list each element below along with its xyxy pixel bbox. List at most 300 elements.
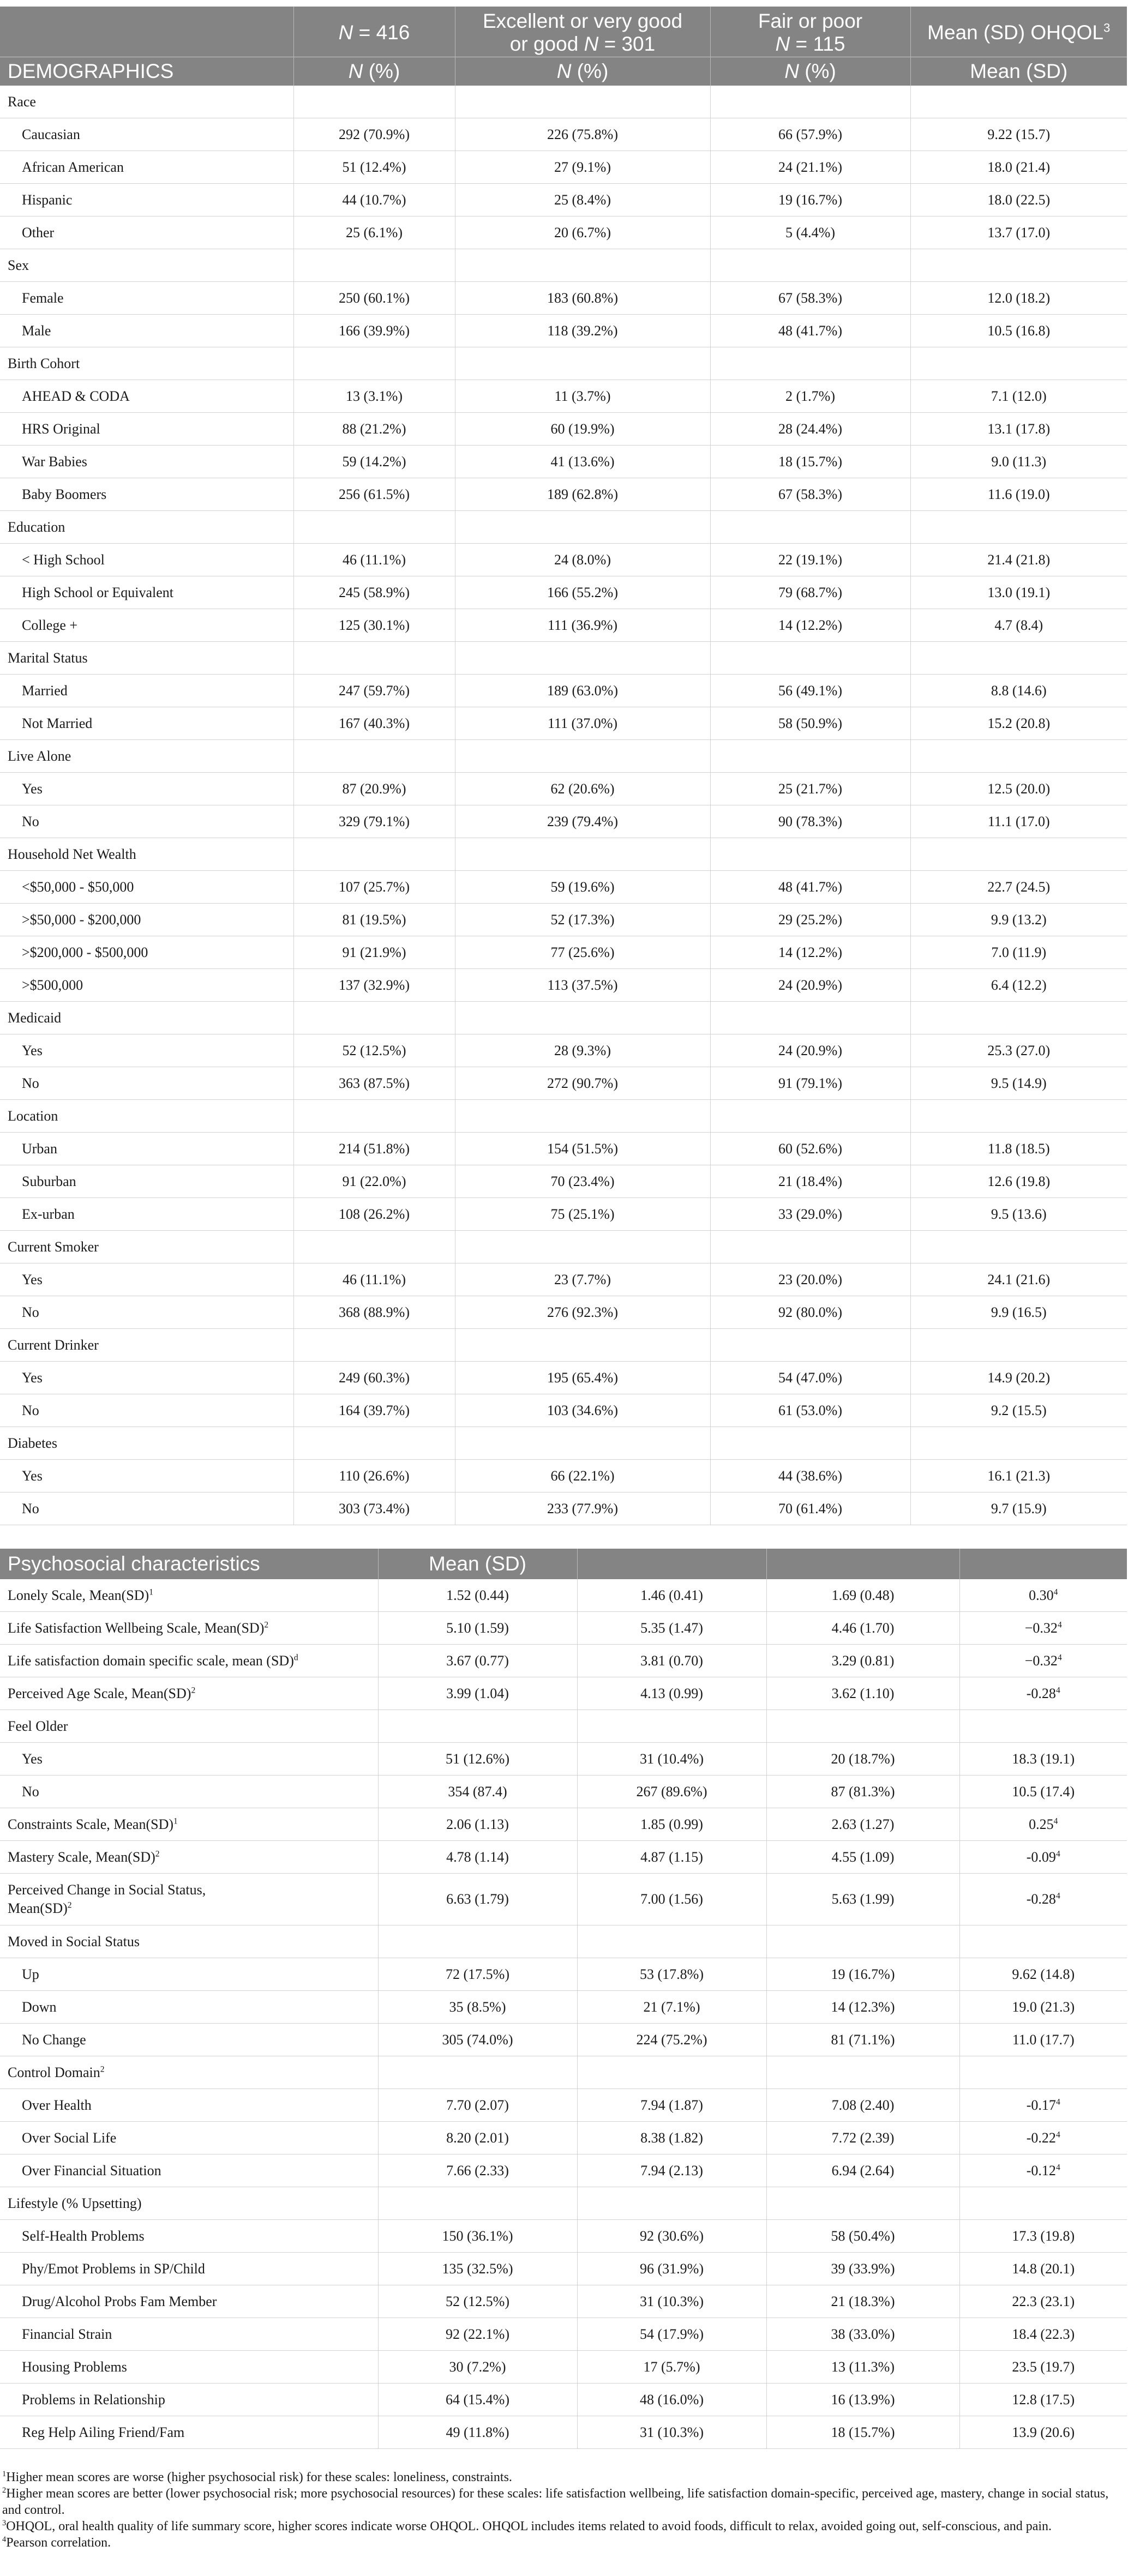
table-row xyxy=(0,2220,1127,2253)
table-cell xyxy=(710,446,910,478)
cell-value: 3.81 (0.70) xyxy=(640,1652,703,1669)
cell-value: 6.4 (12.2) xyxy=(991,977,1047,993)
cell-value: 21.4 (21.8) xyxy=(987,551,1051,568)
table-cell xyxy=(455,347,710,380)
row-label-text: Moved in Social Status xyxy=(8,1933,140,1949)
cell-value: 256 (61.5%) xyxy=(339,486,410,502)
cell-value: 7.1 (12.0) xyxy=(991,388,1047,404)
cell-value: 224 (75.2%) xyxy=(636,2031,707,2048)
table-cell xyxy=(910,86,1127,118)
table-cell xyxy=(455,86,710,118)
table-cell xyxy=(959,2416,1127,2449)
table-row xyxy=(0,2285,1127,2318)
cell-value: 4.46 (1.70) xyxy=(831,1620,895,1636)
table-cell xyxy=(766,2056,959,2089)
table-cell xyxy=(910,413,1127,446)
table-cell xyxy=(710,1427,910,1460)
cell-value: 21 (7.1%) xyxy=(643,1999,700,2015)
row-label xyxy=(0,675,293,707)
row-label xyxy=(0,184,293,216)
cell-value: 91 (79.1%) xyxy=(778,1075,842,1091)
footnote-marker: 2 xyxy=(191,1685,196,1695)
table-cell xyxy=(455,1394,710,1427)
table-cell xyxy=(910,675,1127,707)
cell-value: 276 (92.3%) xyxy=(547,1304,618,1320)
row-label-text: Life satisfaction domain specific scale, mean (SD) xyxy=(8,1652,294,1669)
cell-value: 9.5 (13.6) xyxy=(991,1206,1047,1222)
table-cell xyxy=(455,609,710,642)
table-cell xyxy=(710,380,910,413)
cell-value: 10.5 (16.8) xyxy=(987,322,1051,339)
row-label-text: Caucasian xyxy=(22,126,80,142)
table-cell xyxy=(910,446,1127,478)
row-label xyxy=(0,118,293,151)
cell-value: 59 (14.2%) xyxy=(342,453,406,470)
table-cell xyxy=(910,805,1127,838)
table-cell xyxy=(910,315,1127,347)
table-cell xyxy=(378,2220,577,2253)
table-row xyxy=(0,446,1127,478)
table-cell xyxy=(910,838,1127,871)
cell-value: 245 (58.9%) xyxy=(339,584,410,600)
section-label xyxy=(0,1002,293,1034)
table-cell xyxy=(293,1492,455,1525)
footnote-marker: 4 xyxy=(2,2535,7,2544)
table-cell xyxy=(455,936,710,969)
table-cell xyxy=(766,1925,959,1958)
cell-value: 17.3 (19.8) xyxy=(1012,2228,1075,2244)
cell-value: 35 (8.5%) xyxy=(449,1999,506,2015)
table-cell xyxy=(959,2384,1127,2416)
row-label xyxy=(0,1133,293,1165)
header-blank xyxy=(766,1549,959,1579)
table-cell xyxy=(455,871,710,904)
table-cell xyxy=(710,773,910,805)
table-cell xyxy=(910,249,1127,282)
cell-value: 18.3 (19.1) xyxy=(1012,1750,1075,1767)
cell-value: 8.8 (14.6) xyxy=(991,682,1047,699)
table-cell xyxy=(710,184,910,216)
table-cell xyxy=(910,1263,1127,1296)
table-cell xyxy=(910,936,1127,969)
row-label xyxy=(0,446,293,478)
table-cell xyxy=(910,609,1127,642)
table-row xyxy=(0,1362,1127,1394)
cell-value: 11.6 (19.0) xyxy=(987,486,1050,502)
table-cell xyxy=(577,2253,766,2285)
cell-value: 111 (37.0%) xyxy=(547,715,618,731)
row-label-text: Perceived Change in Social Status, xyxy=(8,1882,206,1898)
table-cell xyxy=(293,642,455,675)
cell-value: 14 (12.3%) xyxy=(831,1999,895,2015)
row-label-text: Mean(SD) xyxy=(8,1900,68,1916)
table-cell xyxy=(293,380,455,413)
row-label xyxy=(0,2122,378,2154)
cell-value: 29 (25.2%) xyxy=(778,911,842,928)
cell-value: 62 (20.6%) xyxy=(550,780,615,797)
table-row xyxy=(0,805,1127,838)
cell-value: 90 (78.3%) xyxy=(778,813,842,829)
table-cell xyxy=(455,1165,710,1198)
row-label-text: Household Net Wealth xyxy=(8,846,136,862)
cell-value: 118 (39.2%) xyxy=(547,322,618,339)
table-cell xyxy=(959,1958,1127,1991)
table-row xyxy=(0,1460,1127,1492)
cell-value: 19 (16.7%) xyxy=(831,1966,895,1982)
cell-value: 166 (55.2%) xyxy=(547,584,618,600)
footnote-marker: 4 xyxy=(1055,2162,1060,2172)
cell-value: 18.0 (21.4) xyxy=(987,159,1051,175)
table-cell xyxy=(959,1841,1127,1874)
cell-value: 329 (79.1%) xyxy=(339,813,410,829)
row-label xyxy=(0,1034,293,1067)
row-label-text: War Babies xyxy=(22,453,87,470)
psychosocial-header-row xyxy=(0,1549,1127,1579)
table-row xyxy=(0,1677,1127,1710)
table-cell xyxy=(293,969,455,1002)
table-cell xyxy=(293,1460,455,1492)
table-cell xyxy=(293,1133,455,1165)
row-label-text: Financial Strain xyxy=(22,2326,112,2342)
table-cell xyxy=(577,2220,766,2253)
table-cell xyxy=(455,151,710,184)
table-cell xyxy=(710,1067,910,1100)
table-row xyxy=(0,609,1127,642)
cell-value: 1.69 (0.48) xyxy=(831,1587,895,1603)
header-mean-ohqol: Mean (SD) OHQOL$^3$ xyxy=(927,21,1111,44)
header-blank xyxy=(577,1549,766,1579)
table-row xyxy=(0,118,1127,151)
table-cell xyxy=(766,2384,959,2416)
cell-value: 24 (8.0%) xyxy=(554,551,611,568)
table-row xyxy=(0,1034,1127,1067)
demographics-table xyxy=(0,7,1127,1525)
cell-value: 18.4 (22.3) xyxy=(1012,2326,1075,2342)
table-row xyxy=(0,1991,1127,2024)
table-cell xyxy=(577,1775,766,1808)
table-cell xyxy=(710,315,910,347)
row-label-text: Birth Cohort xyxy=(8,355,80,371)
table-row xyxy=(0,1808,1127,1841)
row-label-text: Female xyxy=(22,290,64,306)
cell-value: 22 (19.1%) xyxy=(778,551,842,568)
footnote-marker: 4 xyxy=(1055,1891,1060,1901)
psychosocial-mean-sd: Mean (SD) xyxy=(378,1549,577,1579)
table-cell xyxy=(293,478,455,511)
cell-value: 88 (21.2%) xyxy=(342,420,406,437)
table-cell xyxy=(766,2318,959,2351)
cell-value: 75 (25.1%) xyxy=(550,1206,615,1222)
cell-value: 368 (88.9%) xyxy=(339,1304,410,1320)
cell-value: 46 (11.1%) xyxy=(342,1271,406,1287)
cell-value: 81 (71.1%) xyxy=(831,2031,895,2048)
cell-value: 7.72 (2.39) xyxy=(831,2129,895,2146)
header-fair-poor: Fair or poor N = 115 xyxy=(710,7,910,57)
cell-value: 49 (11.8%) xyxy=(446,2424,509,2440)
table-cell xyxy=(910,904,1127,936)
cell-value: 23.5 (19.7) xyxy=(1012,2358,1075,2375)
section-row xyxy=(0,347,1127,380)
footnote-marker: 1 xyxy=(173,1816,178,1826)
cell-value: 13.7 (17.0) xyxy=(987,224,1051,240)
cell-value: 24 (21.1%) xyxy=(778,159,842,175)
table-cell xyxy=(710,642,910,675)
cell-value: 23 (7.7%) xyxy=(554,1271,611,1287)
table-cell xyxy=(910,1362,1127,1394)
cell-value: 52 (17.3%) xyxy=(550,911,615,928)
section-row xyxy=(0,2187,1127,2220)
table-cell xyxy=(910,544,1127,576)
table-cell xyxy=(910,871,1127,904)
cell-value: 3.29 (0.81) xyxy=(831,1652,895,1669)
table-cell xyxy=(378,1710,577,1743)
table-cell xyxy=(293,805,455,838)
row-label xyxy=(0,2351,378,2384)
table-row xyxy=(0,936,1127,969)
cell-value: 92 (22.1%) xyxy=(446,2326,509,2342)
cell-value: 4.87 (1.15) xyxy=(640,1849,703,1865)
section-row xyxy=(0,511,1127,544)
table-row xyxy=(0,544,1127,576)
table-cell xyxy=(293,936,455,969)
section-row xyxy=(0,1231,1127,1263)
table-cell xyxy=(766,1743,959,1775)
table-cell xyxy=(293,1198,455,1231)
section-label xyxy=(0,1100,293,1133)
table-cell xyxy=(710,216,910,249)
section-label xyxy=(0,347,293,380)
row-label-text: Drug/Alcohol Probs Fam Member xyxy=(22,2293,217,2309)
cell-value: 3.62 (1.10) xyxy=(831,1685,895,1701)
table-cell xyxy=(910,1034,1127,1067)
cell-value: 13.9 (20.6) xyxy=(1012,2424,1075,2440)
cell-value: 4.7 (8.4) xyxy=(994,617,1043,633)
row-label xyxy=(0,871,293,904)
table-cell xyxy=(910,118,1127,151)
table-cell xyxy=(577,1808,766,1841)
cell-value: −0.32 xyxy=(1024,1652,1058,1669)
cell-value: 66 (57.9%) xyxy=(778,126,842,142)
cell-value: 70 (61.4%) xyxy=(778,1500,842,1516)
cell-value: 6.94 (2.64) xyxy=(831,2162,895,2178)
row-label xyxy=(0,151,293,184)
row-label-text: Diabetes xyxy=(8,1435,57,1451)
table-row xyxy=(0,1263,1127,1296)
cell-value: 67 (58.3%) xyxy=(778,486,842,502)
cell-value: 87 (20.9%) xyxy=(342,780,406,797)
table-cell xyxy=(959,2056,1127,2089)
row-label xyxy=(0,609,293,642)
row-label-text: < High School xyxy=(22,551,105,568)
table-row xyxy=(0,282,1127,315)
table-cell xyxy=(293,1002,455,1034)
table-cell xyxy=(910,1329,1127,1362)
row-label-text: Over Health xyxy=(22,2097,92,2113)
table-cell xyxy=(910,478,1127,511)
cell-value: 24 (20.9%) xyxy=(778,1042,842,1058)
cell-value: 5 (4.4%) xyxy=(785,224,835,240)
table-cell xyxy=(710,1133,910,1165)
footnote-marker: d xyxy=(293,1652,298,1662)
table-cell xyxy=(293,446,455,478)
table-cell xyxy=(766,1612,959,1645)
table-row xyxy=(0,1133,1127,1165)
row-label-text: African American xyxy=(22,159,124,175)
table-row xyxy=(0,1775,1127,1808)
footnote-marker: 4 xyxy=(1055,1685,1060,1695)
table-cell xyxy=(959,1775,1127,1808)
footnote-text: Higher mean scores are worse (higher psychosocial risk) for these scales: loneliness, constraints. xyxy=(6,2470,512,2484)
table-cell xyxy=(577,2024,766,2056)
table-row xyxy=(0,2089,1127,2122)
table-cell xyxy=(710,838,910,871)
cell-value: 52 (12.5%) xyxy=(342,1042,406,1058)
table-cell xyxy=(455,380,710,413)
table-cell xyxy=(455,511,710,544)
row-label-text: Yes xyxy=(22,1042,43,1058)
row-label-text: Current Smoker xyxy=(8,1238,99,1255)
row-label-text: Male xyxy=(22,322,51,339)
cell-value: 125 (30.1%) xyxy=(339,617,410,633)
row-label xyxy=(0,1612,378,1645)
row-label xyxy=(0,936,293,969)
header-blank xyxy=(0,7,293,57)
cell-value: 87 (81.3%) xyxy=(831,1783,895,1799)
cell-value: 247 (59.7%) xyxy=(339,682,410,699)
cell-value: 58 (50.9%) xyxy=(778,715,842,731)
cell-value: 1.85 (0.99) xyxy=(640,1816,703,1832)
table-cell xyxy=(910,216,1127,249)
table-cell xyxy=(378,1775,577,1808)
cell-value: -0.17 xyxy=(1026,2097,1056,2113)
table-cell xyxy=(577,1874,766,1925)
demographics-body xyxy=(0,86,1127,1525)
table-cell xyxy=(293,576,455,609)
row-label xyxy=(0,478,293,511)
table-cell xyxy=(455,1198,710,1231)
cell-value: 61 (53.0%) xyxy=(778,1402,842,1418)
table-cell xyxy=(959,1579,1127,1612)
table-cell xyxy=(455,1362,710,1394)
table-cell xyxy=(455,1100,710,1133)
table-cell xyxy=(293,249,455,282)
row-label xyxy=(0,413,293,446)
cell-value: 167 (40.3%) xyxy=(339,715,410,731)
table-cell xyxy=(710,1231,910,1263)
table-cell xyxy=(710,1394,910,1427)
cell-value: 25 (8.4%) xyxy=(554,191,611,208)
table-row xyxy=(0,1958,1127,1991)
cell-value: 11.0 (17.7) xyxy=(1012,2031,1075,2048)
cell-value: 72 (17.5%) xyxy=(446,1966,509,1982)
table-cell xyxy=(766,1958,959,1991)
cell-value: 10.5 (17.4) xyxy=(1012,1783,1075,1799)
row-label xyxy=(0,1841,378,1874)
table-cell xyxy=(910,380,1127,413)
row-label xyxy=(0,216,293,249)
table-row xyxy=(0,2416,1127,2449)
table-row xyxy=(0,1492,1127,1525)
cell-value: 250 (60.1%) xyxy=(339,290,410,306)
table-cell xyxy=(455,1329,710,1362)
cell-value: 7.0 (11.9) xyxy=(991,944,1047,960)
section-label xyxy=(0,740,293,773)
section-label xyxy=(0,2187,378,2220)
cell-value: 25 (6.1%) xyxy=(346,224,403,240)
cell-value: 58 (50.4%) xyxy=(831,2228,895,2244)
row-label-text: Race xyxy=(8,93,36,110)
row-label-text: Over Financial Situation xyxy=(22,2162,161,2178)
table-cell xyxy=(766,2089,959,2122)
cell-value: 14 (12.2%) xyxy=(778,617,842,633)
table-cell xyxy=(577,2187,766,2220)
row-label xyxy=(0,1958,378,1991)
cell-value: 4.13 (0.99) xyxy=(640,1685,703,1701)
cell-value: 81 (19.5%) xyxy=(342,911,406,928)
table-cell xyxy=(910,1492,1127,1525)
subheader-mean-sd: Mean (SD) xyxy=(910,57,1127,86)
row-label-text: Up xyxy=(22,1966,39,1982)
row-label xyxy=(0,1991,378,2024)
table-cell xyxy=(293,871,455,904)
table-cell xyxy=(455,1034,710,1067)
table-cell xyxy=(293,1296,455,1329)
table-row xyxy=(0,2351,1127,2384)
table-cell xyxy=(766,2024,959,2056)
table-cell xyxy=(293,1100,455,1133)
table-cell xyxy=(293,1034,455,1067)
table-cell xyxy=(577,1991,766,2024)
table-cell xyxy=(455,184,710,216)
table-row xyxy=(0,2384,1127,2416)
section-row xyxy=(0,1100,1127,1133)
footnote xyxy=(2,2469,1120,2485)
cell-value: 214 (51.8%) xyxy=(339,1140,410,1157)
cell-value: 20 (6.7%) xyxy=(554,224,611,240)
section-label xyxy=(0,1231,293,1263)
table-cell xyxy=(910,1231,1127,1263)
table-row xyxy=(0,1165,1127,1198)
table-cell xyxy=(455,675,710,707)
row-label-text: Education xyxy=(8,519,65,535)
cell-value: 9.2 (15.5) xyxy=(991,1402,1047,1418)
cell-value: 46 (11.1%) xyxy=(342,551,406,568)
row-label-text: College + xyxy=(22,617,78,633)
footnotes xyxy=(2,2469,1120,2551)
cell-value: 91 (22.0%) xyxy=(342,1173,406,1189)
cell-value: 16 (13.9%) xyxy=(831,2391,895,2408)
table-cell xyxy=(378,2089,577,2122)
table-cell xyxy=(577,2285,766,2318)
table-cell xyxy=(378,2122,577,2154)
table-cell xyxy=(293,707,455,740)
table-cell xyxy=(378,1677,577,1710)
table-row xyxy=(0,2318,1127,2351)
row-label-text: Other xyxy=(22,224,55,240)
table-row xyxy=(0,904,1127,936)
row-label xyxy=(0,544,293,576)
cell-value: 11 (3.7%) xyxy=(554,388,611,404)
table-cell xyxy=(766,2253,959,2285)
table-cell xyxy=(293,1263,455,1296)
table-cell xyxy=(378,1874,577,1925)
table-cell xyxy=(455,544,710,576)
table-cell xyxy=(710,936,910,969)
row-label-text: >$200,000 - $500,000 xyxy=(22,944,148,960)
table-cell xyxy=(766,2416,959,2449)
table-row xyxy=(0,2122,1127,2154)
table-cell xyxy=(293,282,455,315)
